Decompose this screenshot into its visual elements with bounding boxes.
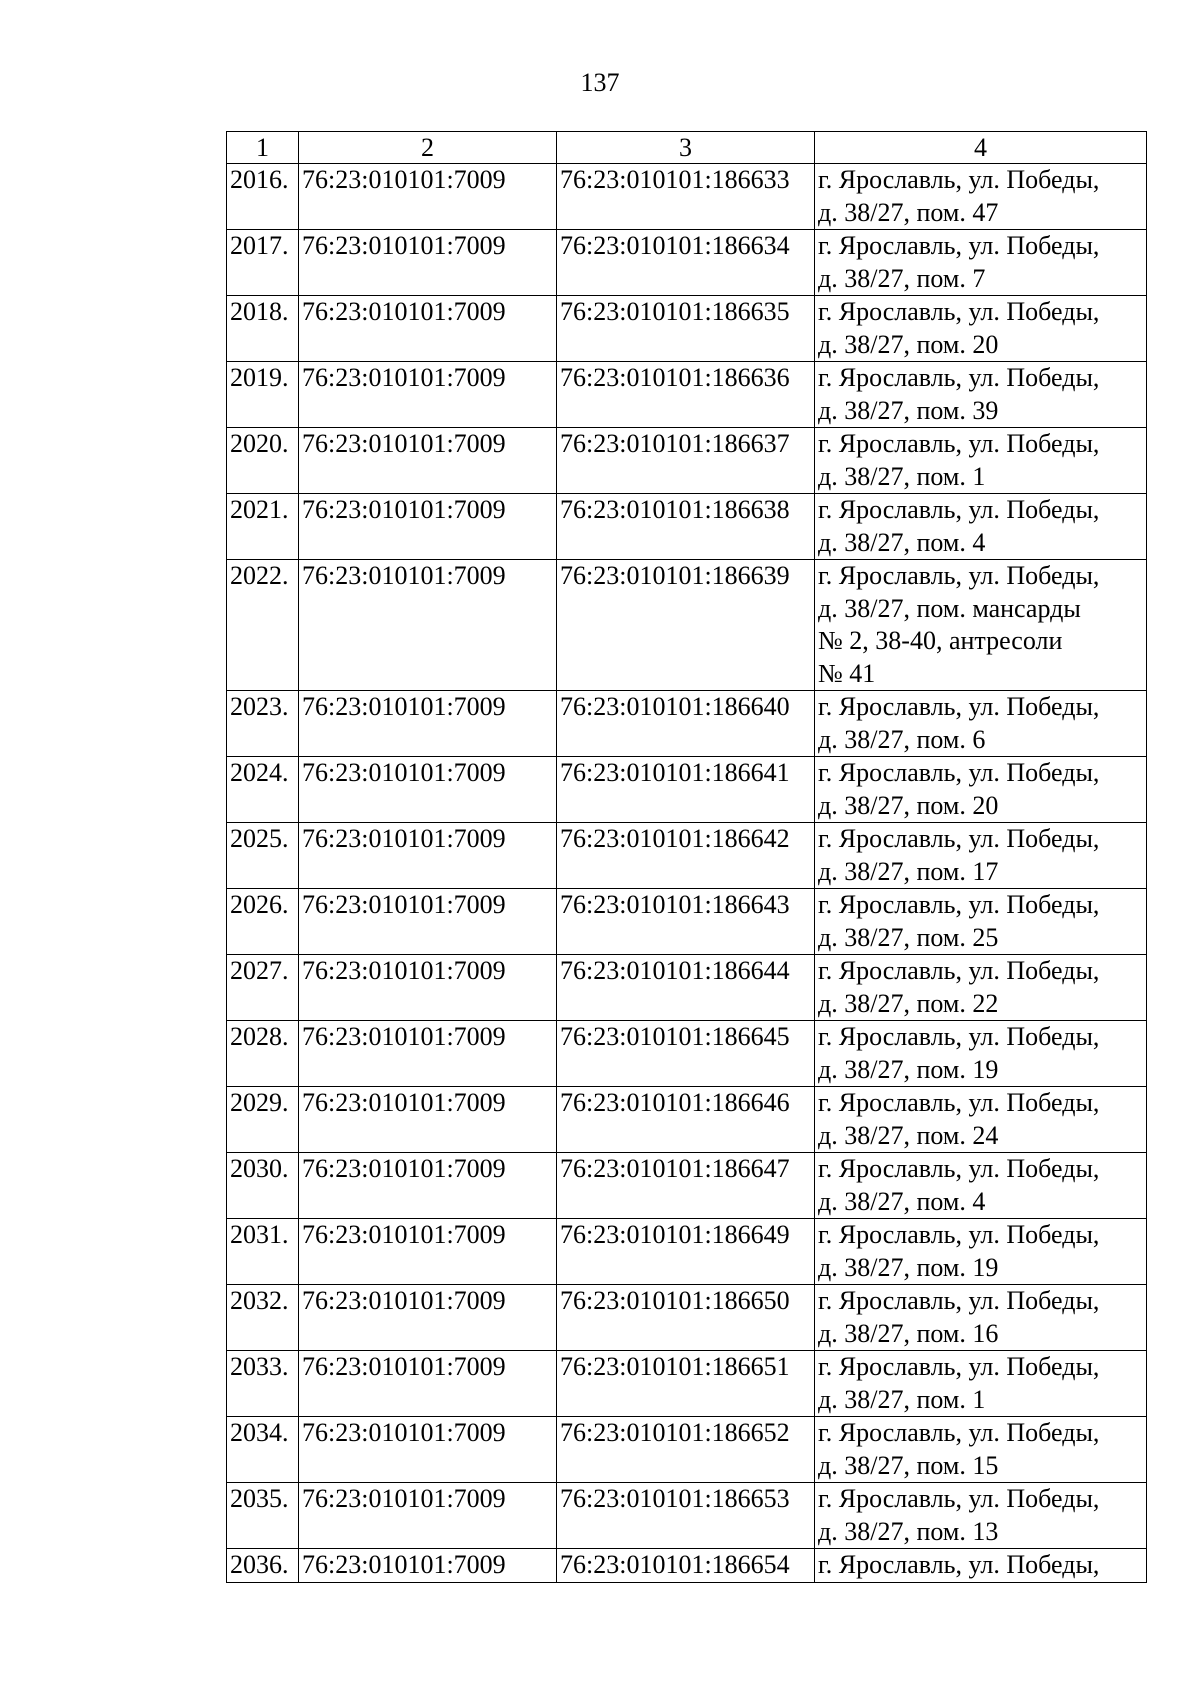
cadastral-number-cell: 76:23:010101:186642	[557, 823, 815, 889]
table-row	[227, 1087, 1147, 1153]
table-row	[227, 1483, 1147, 1549]
table-row	[227, 1219, 1147, 1285]
address-line: д. 38/27, пом. 13	[818, 1516, 999, 1546]
table-row	[227, 164, 1147, 230]
address-cell	[815, 1351, 1147, 1417]
address-line: г. Ярославль, ул. Победы,	[818, 1220, 1100, 1249]
address-line: г. Ярославль, ул. Победы,	[818, 890, 1100, 919]
table-body	[227, 164, 1147, 1583]
address-cell	[815, 1549, 1147, 1583]
address-cell	[815, 362, 1147, 428]
address-line: д. 38/27, пом. 15	[818, 1450, 999, 1480]
table-row	[227, 691, 1147, 757]
parcel-number-cell: 76:23:010101:7009	[299, 230, 557, 296]
cadastral-number-cell: 76:23:010101:186639	[557, 560, 815, 691]
table-row	[227, 1351, 1147, 1417]
parcel-number-cell: 76:23:010101:7009	[299, 1021, 557, 1087]
row-number-cell: 2016.	[227, 164, 299, 230]
address-cell	[815, 560, 1147, 691]
cadastral-number-cell: 76:23:010101:186646	[557, 1087, 815, 1153]
table-row	[227, 1417, 1147, 1483]
row-number-cell: 2029.	[227, 1087, 299, 1153]
table-row	[227, 230, 1147, 296]
cadastral-number-cell: 76:23:010101:186643	[557, 889, 815, 955]
table-row	[227, 1153, 1147, 1219]
cadastral-number-cell: 76:23:010101:186651	[557, 1351, 815, 1417]
cadastral-number-cell: 76:23:010101:186654	[557, 1549, 815, 1583]
address-line: д. 38/27, пом. 39	[818, 395, 999, 425]
row-number-cell: 2021.	[227, 494, 299, 560]
table-header	[227, 132, 1147, 164]
address-line: г. Ярославль, ул. Победы,	[818, 1484, 1100, 1513]
address-line: д. 38/27, пом. мансарды	[818, 593, 1081, 623]
address-cell	[815, 889, 1147, 955]
cadastral-number-cell: 76:23:010101:186634	[557, 230, 815, 296]
address-line: г. Ярославль, ул. Победы,	[818, 1352, 1100, 1381]
row-number-cell: 2017.	[227, 230, 299, 296]
address-line: д. 38/27, пом. 17	[818, 856, 999, 886]
table-row	[227, 823, 1147, 889]
address-line: г. Ярославль, ул. Победы,	[818, 758, 1100, 787]
row-number-cell: 2023.	[227, 691, 299, 757]
address-line: г. Ярославль, ул. Победы,	[818, 1154, 1100, 1183]
address-cell	[815, 1087, 1147, 1153]
address-line: г. Ярославль, ул. Победы,	[818, 429, 1100, 458]
address-line: г. Ярославль, ул. Победы,	[818, 1550, 1100, 1579]
cadastral-number-cell: 76:23:010101:186635	[557, 296, 815, 362]
parcel-number-cell: 76:23:010101:7009	[299, 1087, 557, 1153]
row-number-cell: 2027.	[227, 955, 299, 1021]
row-number-cell: 2030.	[227, 1153, 299, 1219]
address-cell	[815, 823, 1147, 889]
row-number-cell: 2033.	[227, 1351, 299, 1417]
address-line: д. 38/27, пом. 25	[818, 922, 999, 952]
cadastral-number-cell: 76:23:010101:186638	[557, 494, 815, 560]
address-cell	[815, 164, 1147, 230]
row-number-cell: 2018.	[227, 296, 299, 362]
row-number-cell: 2019.	[227, 362, 299, 428]
address-line: д. 38/27, пом. 6	[818, 724, 986, 754]
address-line: г. Ярославль, ул. Победы,	[818, 824, 1100, 853]
address-line: д. 38/27, пом. 47	[818, 197, 999, 227]
address-line: д. 38/27, пом. 22	[818, 988, 999, 1018]
cadastral-number-cell: 76:23:010101:186641	[557, 757, 815, 823]
column-header-3: 3	[557, 132, 815, 164]
address-cell	[815, 1153, 1147, 1219]
cadastral-number-cell: 76:23:010101:186653	[557, 1483, 815, 1549]
row-number-cell: 2035.	[227, 1483, 299, 1549]
parcel-number-cell: 76:23:010101:7009	[299, 1285, 557, 1351]
column-header-1: 1	[227, 132, 299, 164]
parcel-number-cell: 76:23:010101:7009	[299, 164, 557, 230]
address-line: г. Ярославль, ул. Победы,	[818, 1286, 1100, 1315]
cadastral-number-cell: 76:23:010101:186645	[557, 1021, 815, 1087]
address-line: д. 38/27, пом. 24	[818, 1120, 999, 1150]
table-row	[227, 362, 1147, 428]
parcel-number-cell: 76:23:010101:7009	[299, 362, 557, 428]
address-line: г. Ярославль, ул. Победы,	[818, 363, 1100, 392]
parcel-number-cell: 76:23:010101:7009	[299, 1483, 557, 1549]
table-row	[227, 1285, 1147, 1351]
address-line: № 41	[818, 658, 876, 688]
address-line: д. 38/27, пом. 19	[818, 1252, 999, 1282]
header-row	[227, 132, 1147, 164]
table-row	[227, 757, 1147, 823]
row-number-cell: 2026.	[227, 889, 299, 955]
address-cell	[815, 296, 1147, 362]
parcel-number-cell: 76:23:010101:7009	[299, 1153, 557, 1219]
parcel-number-cell: 76:23:010101:7009	[299, 1351, 557, 1417]
address-line: г. Ярославль, ул. Победы,	[818, 692, 1100, 721]
address-cell	[815, 691, 1147, 757]
registry-table	[226, 131, 1147, 1583]
address-cell	[815, 1021, 1147, 1087]
address-cell	[815, 1483, 1147, 1549]
table-row	[227, 1021, 1147, 1087]
cadastral-number-cell: 76:23:010101:186644	[557, 955, 815, 1021]
address-line: г. Ярославль, ул. Победы,	[818, 1088, 1100, 1117]
address-line: г. Ярославль, ул. Победы,	[818, 231, 1100, 260]
parcel-number-cell: 76:23:010101:7009	[299, 1417, 557, 1483]
address-line: д. 38/27, пом. 20	[818, 790, 999, 820]
parcel-number-cell: 76:23:010101:7009	[299, 560, 557, 691]
cadastral-number-cell: 76:23:010101:186633	[557, 164, 815, 230]
cadastral-number-cell: 76:23:010101:186637	[557, 428, 815, 494]
cadastral-number-cell: 76:23:010101:186640	[557, 691, 815, 757]
parcel-number-cell: 76:23:010101:7009	[299, 889, 557, 955]
parcel-number-cell: 76:23:010101:7009	[299, 428, 557, 494]
parcel-number-cell: 76:23:010101:7009	[299, 1219, 557, 1285]
table-row	[227, 296, 1147, 362]
table-row	[227, 560, 1147, 691]
parcel-number-cell: 76:23:010101:7009	[299, 757, 557, 823]
address-cell	[815, 1417, 1147, 1483]
address-line: г. Ярославль, ул. Победы,	[818, 956, 1100, 985]
address-cell	[815, 955, 1147, 1021]
address-line: г. Ярославль, ул. Победы,	[818, 495, 1100, 524]
cadastral-number-cell: 76:23:010101:186650	[557, 1285, 815, 1351]
address-line: д. 38/27, пом. 4	[818, 1186, 986, 1216]
address-line: д. 38/27, пом. 19	[818, 1054, 999, 1084]
address-cell	[815, 1285, 1147, 1351]
parcel-number-cell: 76:23:010101:7009	[299, 955, 557, 1021]
table-row	[227, 494, 1147, 560]
address-line: г. Ярославль, ул. Победы,	[818, 1418, 1100, 1447]
address-line: д. 38/27, пом. 20	[818, 329, 999, 359]
address-line: г. Ярославль, ул. Победы,	[818, 165, 1100, 194]
address-line: д. 38/27, пом. 16	[818, 1318, 999, 1348]
address-line: № 2, 38-40, антресоли	[818, 626, 1063, 655]
column-header-2: 2	[299, 132, 557, 164]
address-line: д. 38/27, пом. 7	[818, 263, 986, 293]
address-line: г. Ярославль, ул. Победы,	[818, 1022, 1100, 1051]
row-number-cell: 2028.	[227, 1021, 299, 1087]
address-line: д. 38/27, пом. 1	[818, 1384, 986, 1414]
address-cell	[815, 230, 1147, 296]
address-line: г. Ярославль, ул. Победы,	[818, 561, 1100, 590]
address-cell	[815, 757, 1147, 823]
row-number-cell: 2024.	[227, 757, 299, 823]
address-line: д. 38/27, пом. 4	[818, 527, 986, 557]
row-number-cell: 2036.	[227, 1549, 299, 1583]
parcel-number-cell: 76:23:010101:7009	[299, 296, 557, 362]
address-cell	[815, 428, 1147, 494]
parcel-number-cell: 76:23:010101:7009	[299, 691, 557, 757]
table-row	[227, 889, 1147, 955]
table-row	[227, 955, 1147, 1021]
row-number-cell: 2034.	[227, 1417, 299, 1483]
row-number-cell: 2025.	[227, 823, 299, 889]
parcel-number-cell: 76:23:010101:7009	[299, 1549, 557, 1583]
row-number-cell: 2020.	[227, 428, 299, 494]
table-row	[227, 1549, 1147, 1583]
parcel-number-cell: 76:23:010101:7009	[299, 823, 557, 889]
row-number-cell: 2031.	[227, 1219, 299, 1285]
row-number-cell: 2032.	[227, 1285, 299, 1351]
row-number-cell: 2022.	[227, 560, 299, 691]
cadastral-number-cell: 76:23:010101:186647	[557, 1153, 815, 1219]
page-number: 137	[580, 68, 620, 97]
address-line: г. Ярославль, ул. Победы,	[818, 297, 1100, 326]
address-cell	[815, 1219, 1147, 1285]
address-line: д. 38/27, пом. 1	[818, 461, 986, 491]
address-cell	[815, 494, 1147, 560]
cadastral-number-cell: 76:23:010101:186649	[557, 1219, 815, 1285]
table-row	[227, 428, 1147, 494]
parcel-number-cell: 76:23:010101:7009	[299, 494, 557, 560]
column-header-4: 4	[815, 132, 1147, 164]
cadastral-number-cell: 76:23:010101:186652	[557, 1417, 815, 1483]
cadastral-number-cell: 76:23:010101:186636	[557, 362, 815, 428]
